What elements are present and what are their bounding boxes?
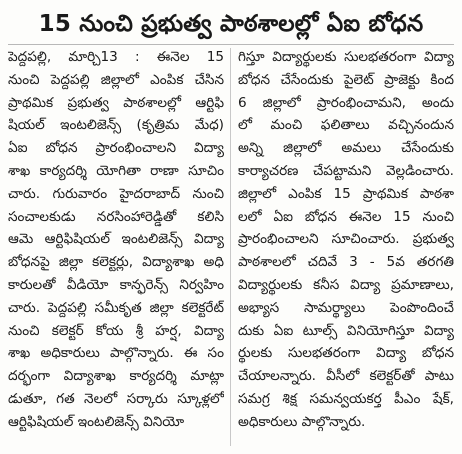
body-text-line: కార్యాచరణ చేపట్టామని వెల్లడించారు.: [238, 162, 454, 179]
body-text-line: బోధనపై జిల్లా కలెక్టర్లు, విద్యాశాఖ అధి: [8, 254, 224, 271]
body-text-line: చేయాలన్నారు. వీసీలో కలెక్టర్‌తో పాటు: [238, 368, 454, 385]
body-text-line: దుకు ఏఐ టూల్స్ వినియోగిస్తూ విద్యా: [238, 322, 454, 339]
body-text-line: ర్థులకు సులభతరంగా విద్యా బోధన: [238, 345, 454, 362]
headline-divider: [8, 44, 454, 45]
body-text-line: ప్రారంభించాలని సూచించారు. ప్రభుత్వ: [238, 231, 454, 248]
body-text-line: షియల్ ఇంటలిజెన్స్ (కృత్రిమ మేధ): [8, 117, 224, 134]
right-column: [238, 46, 454, 450]
body-text-line: డుతూ, గత నెలలో సర్కారు స్కూళ్లలో: [8, 390, 224, 407]
body-text-line: అధికారులు పాల్గొన్నారు.: [238, 413, 366, 430]
body-text-line: అన్ని జిల్లాలో అమలు చేసేందుకు: [238, 140, 454, 157]
body-text-line: జిల్లాలో ఎంపిక 15 ప్రాథమిక పాఠశా: [238, 185, 454, 202]
body-text-line: గిస్తూ విద్యార్థులకు సులభతరంగా విద్యా: [238, 49, 454, 65]
body-text-line: పెద్దపల్లి, మార్చి13 : ఈనెల 15: [8, 49, 224, 65]
body-text-line: చారు. గురువారం హైదరాబాద్ నుంచి: [8, 185, 224, 202]
body-text-line: బోధన చేసేందుకు పైలెట్ ప్రాజెక్టు కింద: [238, 71, 454, 88]
body-text-line: ఆర్టిఫిషియల్ ఇంటలిజెన్స్ వినియో: [8, 413, 185, 430]
body-text-line: చారు. పెద్దపల్లి సమీకృత జిల్లా కలెక్టరేట్: [8, 299, 224, 316]
body-text-line: ఏఐ బోధన ప్రారంభించాలని విద్యా: [8, 140, 224, 157]
body-text-line: సంచాలకుడు నరసింహారెడ్డితో కలిసి: [8, 208, 224, 225]
body-text-line: నుంచి పెద్దపల్లి జిల్లాలో ఎంపిక చేసిన: [8, 71, 224, 88]
body-text-line: సమగ్ర శిక్ష సమన్వయకర్త పీఎం షేక్,: [238, 390, 454, 407]
body-text-line: విద్యార్థులకు కనీస విద్యా ప్రమాణాలు,: [238, 276, 454, 293]
body-text-line: కారులతో వీడియో కాన్ఫరెన్స్ నిర్వహిం: [8, 276, 224, 293]
body-text-line: శాఖ కార్యదర్శి యోగితా రాణా సూచిం: [8, 162, 224, 179]
body-text-line: ప్రాథమిక ప్రభుత్వ పాఠశాలల్లో ఆర్టిఫి: [8, 94, 224, 111]
body-text-line: 6 జిల్లాలో ప్రారంభించామని, అందు: [238, 94, 454, 111]
body-text-line: నుంచి కలెక్టర్ కోయ శ్రీ హర్ష, విద్యా: [8, 322, 224, 339]
column-divider: [230, 48, 231, 446]
body-text-line: లలో ఏఐ బోధన ఈనెల 15 నుంచి: [238, 208, 454, 225]
article-headline: 15 నుంచి ప్రభుత్వ పాఠశాలల్లో ఏఐ బోధన: [38, 11, 424, 37]
body-text-line: శాఖ అధికారులు పాల్గొన్నారు. ఈ సం: [8, 345, 224, 362]
body-text-line: అభ్యాస సామర్థ్యాలు పెంపొందించే: [238, 299, 454, 316]
article-body: [8, 46, 454, 450]
body-text-line: పాఠశాలలో చదివే 3 - 5వ తరగతి: [238, 254, 454, 271]
body-text-line: దర్భంగా విద్యాశాఖ కార్యదర్శి మాట్లా: [8, 368, 224, 385]
body-text-line: లో మంచి ఫలితాలు వచ్చినందున: [238, 117, 454, 134]
left-column: [8, 46, 224, 450]
body-text-line: ఆమె ఆర్టిఫిషియల్ ఇంటలిజెన్స్ విద్యా: [8, 231, 224, 248]
